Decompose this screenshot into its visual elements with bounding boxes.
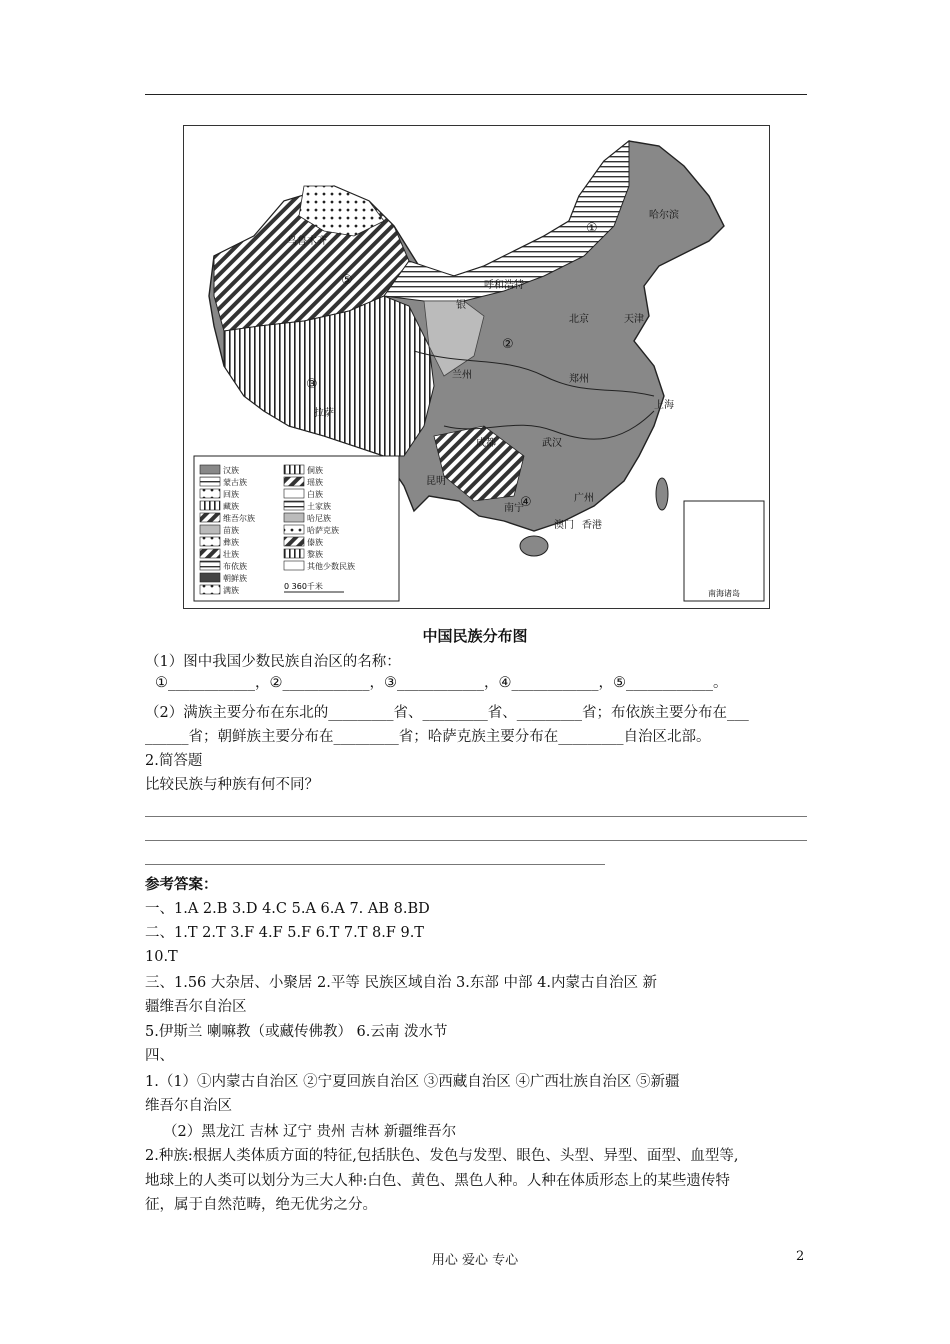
legend-label: 布依族 [223, 562, 247, 571]
city-label: 兰州 [452, 370, 472, 381]
city-label: 银 [456, 300, 466, 311]
legend-swatches-left [200, 465, 220, 594]
legend-label: 哈尼族 [307, 514, 331, 523]
map-scale: 0 360千米 [284, 582, 323, 591]
answers-row-7: 四、 [145, 1048, 174, 1064]
answers-title: 参考答案： [145, 877, 218, 893]
legend-label: 汉族 [223, 466, 239, 475]
city-label: 拉萨 [314, 408, 334, 419]
answers-row-9: 维吾尔自治区 [145, 1098, 232, 1114]
q2-line1: （2）满族主要分布在东北的_________省、_________省、_________省；布依族主要分布在___ [145, 705, 749, 721]
q1-blanks: ①____________，②____________，③____________，④____________，⑤____________。 [155, 675, 728, 691]
legend-swatches-right [284, 465, 304, 570]
answers-row-5: 疆维吾尔自治区 [145, 999, 247, 1015]
city-label: 哈尔滨 [649, 210, 679, 221]
legend-label: 藏族 [223, 502, 239, 511]
legend-label: 朝鲜族 [223, 574, 247, 583]
answers-row-12: 地球上的人类可以划分为三大人种:白色、黄色、黑色人种。人种在体质形态上的某些遗传特 [145, 1173, 730, 1189]
q2-line2: ______省；朝鲜族主要分布在_________省；哈萨克族主要分布在_________自治区北部。 [145, 729, 711, 745]
q1-intro: （1）图中我国少数民族自治区的名称： [145, 654, 401, 670]
legend-label: 土家族 [307, 502, 331, 511]
city-label: 成都 [476, 438, 496, 449]
city-label: 香港 [582, 520, 602, 531]
answer-line-2[interactable] [145, 840, 807, 841]
short-answer-title: 2.简答题 [145, 753, 203, 769]
legend-label: 蒙古族 [223, 478, 247, 487]
answer-line-3[interactable] [145, 864, 605, 865]
city-label: 北京 [569, 314, 589, 325]
short-answer-prompt: 比较民族与种族有何不同？ [145, 777, 319, 793]
region-marker: ③ [306, 377, 318, 392]
legend-label: 瑶族 [307, 478, 323, 487]
city-label: 武汉 [542, 438, 562, 449]
legend-label: 其他少数民族 [307, 562, 355, 571]
page-number: 2 [796, 1249, 805, 1264]
answers-row-1: 一、1.A 2.B 3.D 4.C 5.A 6.A 7. AB 8.BD [145, 901, 430, 917]
city-label: 广州 [574, 493, 594, 504]
city-label: 乌鲁木齐 [287, 236, 327, 247]
city-label: 上海 [654, 400, 674, 411]
legend-label: 壮族 [223, 550, 239, 559]
answers-row-8: 1.（1）①内蒙古自治区 ②宁夏回族自治区 ③西藏自治区 ④广西壮族自治区 ⑤新疆 [145, 1074, 680, 1090]
region-marker: ④ [520, 495, 532, 510]
region-marker: ② [502, 337, 514, 352]
map-caption: 中国民族分布图 [422, 627, 528, 645]
answers-row-11: 2.种族:根据人类体质方面的特征,包括肤色、发色与发型、眼色、头型、异型、面型、血型等, [145, 1148, 739, 1164]
legend-label: 满族 [223, 586, 239, 595]
city-label: 呼和浩特 [484, 280, 524, 291]
answers-row-4: 三、1.56 大杂居、小聚居 2.平等 民族区域自治 3.东部 中部 4.内蒙古自治区 新 [145, 975, 658, 991]
answers-row-6: 5.伊斯兰 喇嘛教（或藏传佛教） 6.云南 泼水节 [145, 1024, 448, 1040]
legend-label: 苗族 [223, 526, 239, 535]
city-label: 天津 [624, 314, 644, 325]
legend-label: 傣族 [307, 538, 323, 547]
header-rule [145, 94, 807, 95]
page-footer: 用心 爱心 专心 [431, 1253, 519, 1268]
answers-row-3: 10.T [145, 949, 178, 965]
city-label: 南宁 [504, 503, 524, 514]
answers-row-13: 征，属于自然范畴，绝无优劣之分。 [145, 1197, 377, 1213]
answer-line-1[interactable] [145, 816, 807, 817]
region-marker: ① [586, 221, 598, 236]
legend-label: 哈萨克族 [307, 526, 339, 535]
legend-label: 维吾尔族 [223, 514, 255, 523]
legend-label: 黎族 [307, 550, 323, 559]
legend-label: 侗族 [307, 466, 323, 475]
answers-row-2: 二、1.T 2.T 3.F 4.F 5.F 6.T 7.T 8.F 9.T [145, 925, 424, 941]
legend-label: 彝族 [223, 538, 239, 547]
inset-label: 南海诸岛 [708, 589, 740, 598]
china-ethnic-map-graphic [184, 126, 769, 608]
answers-row-10: （2）黑龙江 吉林 辽宁 贵州 吉林 新疆维吾尔 [163, 1124, 457, 1140]
legend-label: 白族 [307, 490, 323, 499]
city-label: 郑州 [569, 374, 589, 385]
region-marker: ⑤ [341, 273, 353, 288]
ethnic-map [183, 125, 770, 609]
city-label: 昆明 [426, 476, 446, 487]
city-label: 澳门 [554, 520, 574, 531]
legend-label: 回族 [223, 490, 239, 499]
